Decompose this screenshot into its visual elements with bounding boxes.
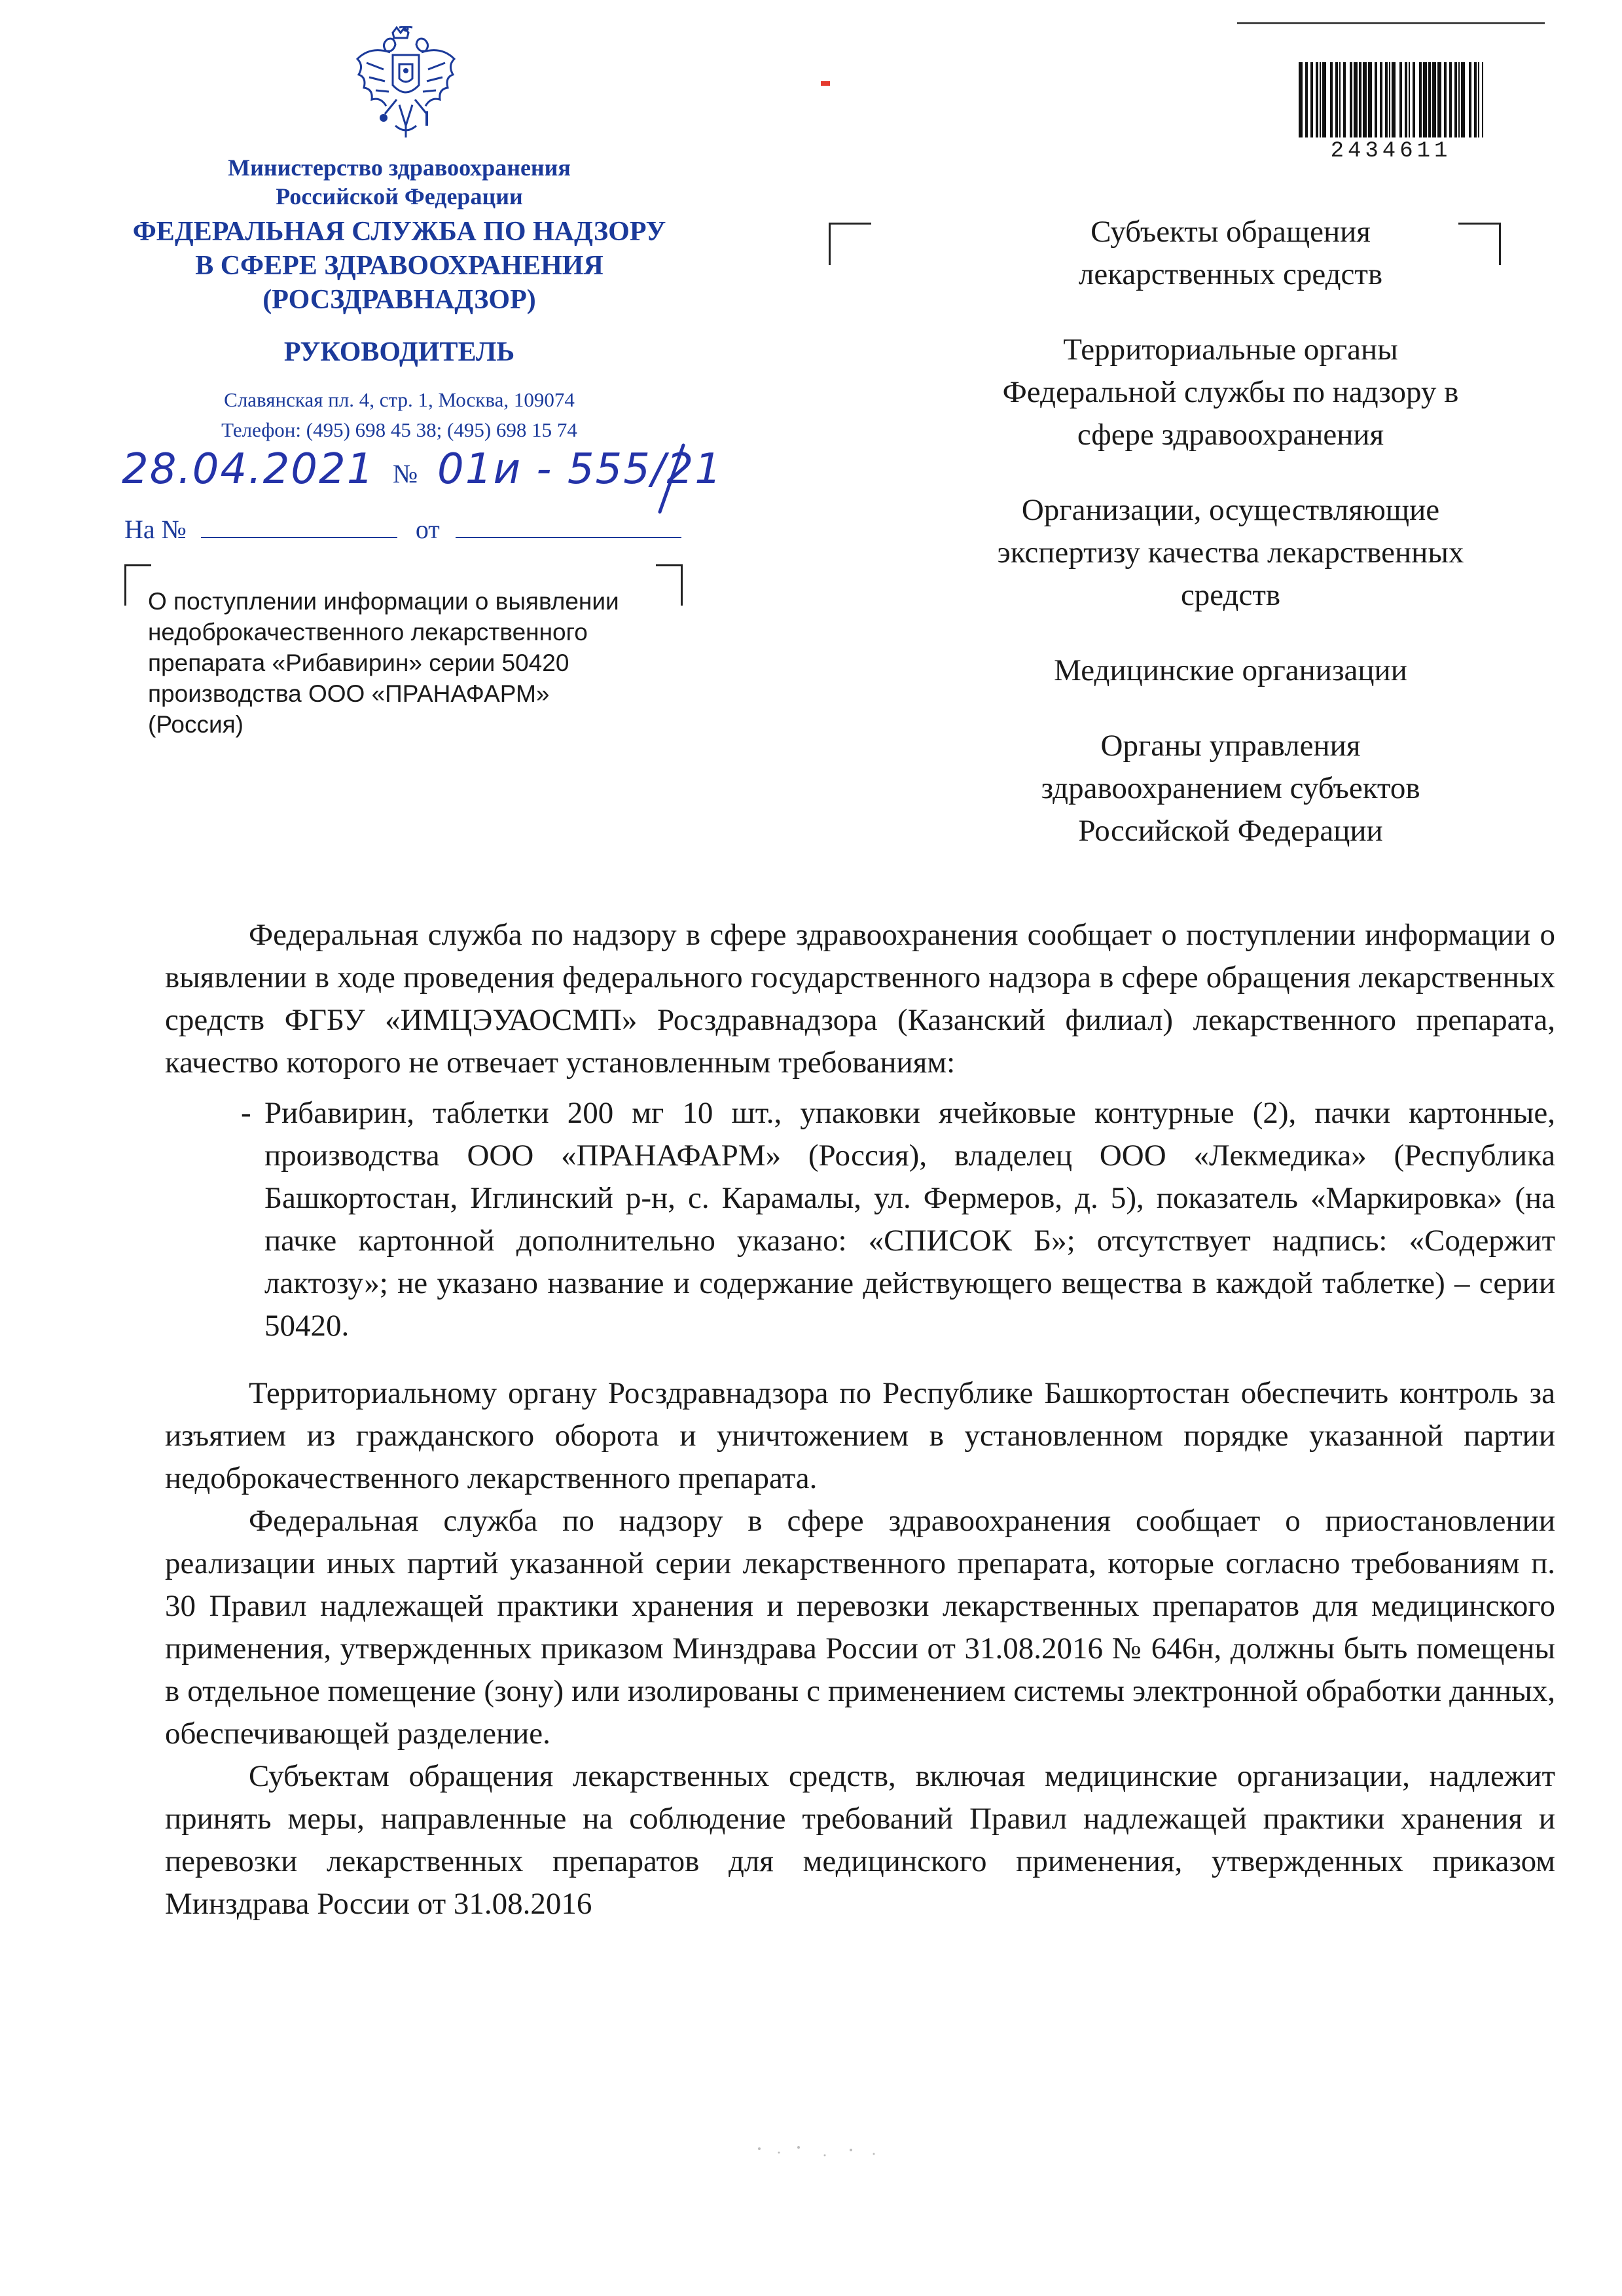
barcode-bar — [1385, 62, 1388, 137]
postal-address: Славянская пл. 4, стр. 1, Москва, 109074 — [224, 388, 575, 411]
addressee-group — [916, 489, 1545, 617]
barcode-bar — [1339, 62, 1341, 137]
letter-body — [165, 914, 1555, 1925]
barcode-bar — [1350, 62, 1352, 137]
ministry-line: Министерство здравоохранения — [228, 155, 571, 181]
barcode-bar — [1359, 62, 1361, 137]
barcode-bar — [1432, 62, 1436, 137]
subject-line: недоброкачественного лекарственного — [148, 619, 588, 646]
barcode-bar — [1444, 62, 1447, 137]
barcode-bar — [1474, 62, 1477, 137]
barcode-bar — [1478, 62, 1479, 137]
barcode-bar — [1299, 62, 1303, 137]
barcode-bar — [1409, 62, 1410, 137]
barcode-bar — [1437, 62, 1441, 137]
addressee-group — [916, 329, 1545, 456]
subject-line: производства ООО «ПРАНАФАРМ» — [148, 680, 550, 707]
barcode-bar — [1399, 62, 1402, 137]
reference-date-blank — [456, 517, 681, 538]
addressee-line: Субъекты обращения — [1090, 215, 1371, 249]
addressee-block — [916, 211, 1545, 885]
addressee-line: здравоохранением субъектов — [1041, 771, 1420, 805]
service-line: В СФЕРЕ ЗДРАВООХРАНЕНИЯ — [195, 251, 604, 281]
registration-number: 01и - 555/21 — [437, 445, 723, 494]
body-paragraph: Субъектам обращения лекарственных средств, включая медицинские организации, надлежит принять меры, направленные на соблюдение требований Правил надлежащей практики хранения и перевозки лекарственных препаратов для медицинского применения, утвержденных приказом Минздрава России от 31.08.2016 — [165, 1759, 1555, 1921]
addressee-line: сфере здравоохранения — [1077, 418, 1384, 452]
addressee-line: Организации, осуществляющие — [1021, 493, 1440, 527]
handwritten-slash — [655, 443, 687, 515]
phone-numbers: Телефон: (495) 698 45 38; (495) 698 15 74 — [221, 418, 577, 441]
ministry-line: Российской Федерации — [276, 183, 523, 210]
reference-number-label: На № — [124, 515, 187, 544]
barcode-bar — [1343, 62, 1346, 137]
addressee-line: Федеральной службы по надзору в — [1002, 375, 1459, 409]
barcode-bar — [1454, 62, 1457, 137]
registration-number-label: № — [393, 459, 418, 488]
addressee-group — [916, 211, 1545, 296]
barcode — [1296, 62, 1486, 137]
scan-artifact — [753, 2141, 884, 2167]
addressee-corner-left — [829, 223, 871, 265]
addressee-line: Территориальные органы — [1063, 333, 1398, 367]
reference-from-label: от — [415, 515, 440, 544]
service-name — [98, 215, 700, 317]
barcode-bar — [1461, 62, 1465, 137]
reference-number-blank — [201, 517, 397, 538]
barcode-bar — [1482, 62, 1483, 137]
barcode-bar — [1375, 62, 1377, 137]
barcode-bar — [1405, 62, 1407, 137]
barcode-bar — [1469, 62, 1471, 137]
head-title: РУКОВОДИТЕЛЬ — [283, 337, 515, 367]
list-item — [165, 1092, 1555, 1347]
barcode-number: 2434611 — [1330, 139, 1452, 164]
barcode-bar — [1335, 62, 1338, 137]
barcode-bar — [1322, 62, 1326, 137]
barcode-bar — [1419, 62, 1422, 137]
barcode-bar — [1354, 62, 1358, 137]
contact-block — [124, 385, 674, 445]
body-paragraph: Федеральная служба по надзору в сфере здравоохранения сообщает о поступлении информации о выявлении в ходе проведения федерального государственного надзора в сфере обращения лекарственных средств ФГБУ «ИМЦЭУАОСМП» Росздравнадзора (Казанский филиал) лекарственного препарата, качество которого не отвечает установленным требованиям: — [165, 918, 1555, 1080]
barcode-bar — [1316, 62, 1318, 137]
barcode-bar — [1413, 62, 1415, 137]
addressee-line: Органы управления — [1100, 729, 1361, 763]
barcode-bar — [1423, 62, 1427, 137]
barcode-bar — [1458, 62, 1460, 137]
barcode-bar — [1305, 62, 1308, 137]
subject-line: (Россия) — [148, 711, 243, 738]
subject-line: препарата «Рибавирин» серии 50420 — [148, 649, 569, 676]
list-dash: - — [241, 1096, 251, 1130]
barcode-bar — [1310, 62, 1313, 137]
subject-line: О поступлении информации о выявлении — [148, 588, 619, 615]
service-line: (РОСЗДРАВНАДЗОР) — [262, 285, 536, 315]
service-line: ФЕДЕРАЛЬНАЯ СЛУЖБА ПО НАДЗОРУ — [132, 217, 666, 247]
header-rule — [1237, 22, 1545, 24]
addressee-line: средств — [1180, 578, 1281, 612]
barcode-bar — [1320, 62, 1321, 137]
russian-coat-of-arms-icon — [352, 26, 460, 141]
barcode-bar — [1392, 62, 1396, 137]
barcode-bar — [1368, 62, 1372, 137]
addressee-group — [916, 649, 1545, 692]
reference-row — [124, 514, 681, 545]
barcode-bar — [1428, 62, 1431, 137]
barcode-bar — [1380, 62, 1382, 137]
barcode-bar — [1449, 62, 1452, 137]
addressee-line: Медицинские организации — [1054, 653, 1407, 687]
addressee-group — [916, 725, 1545, 852]
addressee-line: экспертизу качества лекарственных — [997, 536, 1464, 570]
body-paragraph: Территориальному органу Росздравнадзора по Республике Башкортостан обеспечить контроль за изъятием из гражданского оборота и уничтожением в установленном порядке указанной партии недоброкачественного лекарственного препарата. — [165, 1376, 1555, 1495]
barcode-bar — [1330, 62, 1333, 137]
barcode-bar — [1363, 62, 1367, 137]
letter-subject — [148, 586, 685, 740]
registration-date: 28.04.2021 — [122, 445, 375, 494]
addressee-line: Российской Федерации — [1078, 814, 1383, 848]
addressee-line: лекарственных средств — [1078, 257, 1383, 291]
barcode-bar — [1389, 62, 1390, 137]
list-item-text: Рибавирин, таблетки 200 мг 10 шт., упаковки ячейковые контурные (2), пачки картонные, производства ООО «ПРАНАФАРМ» (Россия), владелец ООО «Лекмедика» (Республика Башкортостан, Иглинский р-н, с. Карамалы, ул. Фермеров, д. 5), показатель «Маркировка» (на пачке картонной дополнительно указано: «СПИСОК Б»; отсутствует надпись: «Содержит лактозу»; не указано название и содержание действующего вещества в каждой таблетке) – серии 50420. — [264, 1096, 1555, 1343]
ministry-name — [157, 153, 641, 211]
subject-corner-left — [124, 564, 151, 606]
body-paragraph: Федеральная служба по надзору в сфере здравоохранения сообщает о приостановлении реализации иных партий указанной серии лекарственного препарата, которые согласно требованиям п. 30 Правил надлежащей практики хранения и перевозки лекарственных препаратов для медицинского применения, утвержденных приказом Минздрава России от 31.08.2016 № 646н, должны быть помещены в отдельное помещение (зону) или изолированы с применением системы электронной обработки данных, обеспечивающей разделение. — [165, 1504, 1555, 1751]
red-ink-mark — [821, 81, 830, 86]
